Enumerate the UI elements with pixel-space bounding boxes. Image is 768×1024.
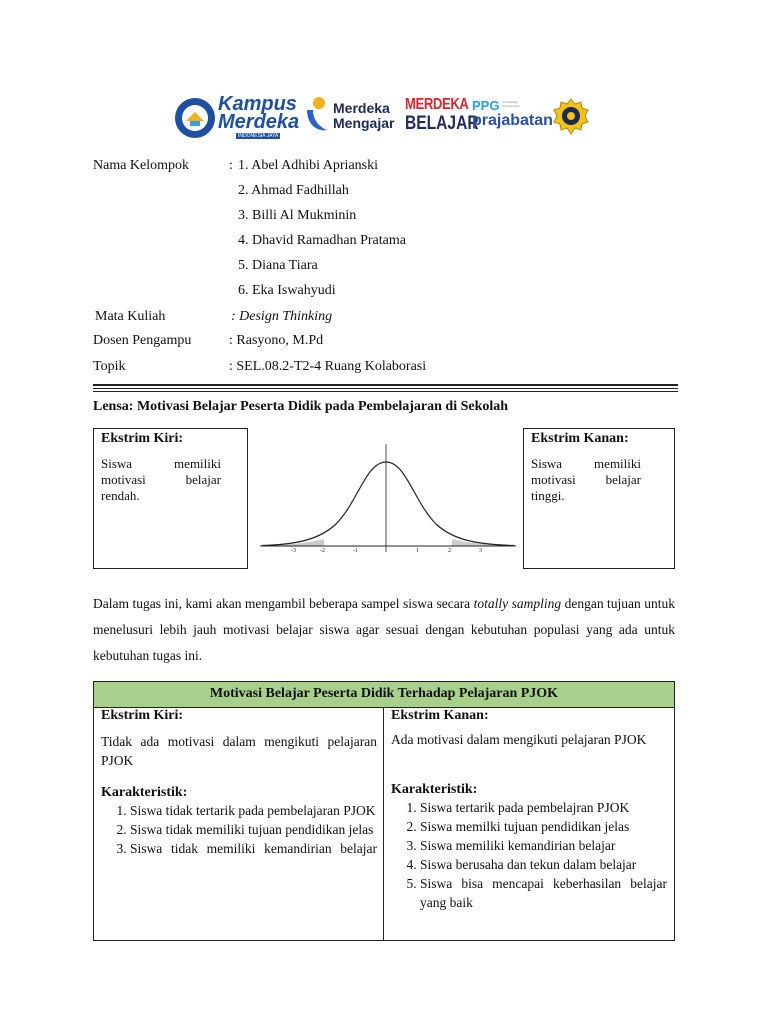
tick-neg3: -3 (291, 548, 296, 554)
dosen-label: Dosen Pengampu (93, 333, 192, 348)
tick-neg1: -1 (353, 548, 358, 554)
paragraph-before: Dalam tugas ini, kami akan mengambil beberapa sampel siswa secara (93, 596, 474, 611)
table-right-kar-label: Karakteristik: (391, 782, 478, 797)
merdeka-text: MERDEKA (405, 96, 469, 113)
extreme-right-text: Siswa memiliki motivasi belajar tinggi. (531, 456, 641, 503)
member-3: 3. Billi Al Mukminin (238, 208, 357, 223)
table-left-text: Tidak ada motivasi dalam mengikuti pelajaran PJOK (101, 734, 377, 768)
ppg-small-text: Pendidikan Profesi Guru (503, 100, 520, 108)
merdeka-mengajar-mark-icon (303, 96, 331, 136)
tick-neg2: -2 (320, 548, 325, 554)
list-item: 5. Siswa bisa mencapai keberhasilan belajar yang baik (420, 874, 667, 912)
tick-2: 2 (448, 548, 451, 554)
university-seal-icon (553, 98, 589, 136)
kelompok-label: Nama Kelompok (93, 158, 190, 173)
list-item: 1. Siswa tertarik pada pembelajran PJOK (420, 798, 667, 817)
ppg-text: PPG (472, 98, 500, 113)
kampus-merdeka-logo (174, 95, 300, 141)
extreme-left-title: Ekstrim Kiri: (101, 431, 184, 446)
list-item: 3. Siswa tidak memiliki kemandirian belajar (130, 839, 377, 858)
member-6: 6. Eka Iswahyudi (238, 283, 336, 298)
member-2: 2. Ahmad Fadhillah (238, 183, 349, 198)
prajabatan-text: prajabatan (472, 112, 553, 129)
topik-label: Topik (93, 359, 126, 374)
table-left-kar-label: Karakteristik: (101, 785, 188, 800)
extreme-right-title: Ekstrim Kanan: (531, 431, 629, 446)
list-item: 4. Siswa berusaha dan tekun dalam belajar (420, 855, 667, 874)
intro-paragraph (93, 591, 675, 669)
matkul-label: Mata Kuliah (95, 309, 166, 324)
table-right-text: Ada motivasi dalam mengikuti pelajaran PJOK (391, 732, 647, 747)
ppg-prajabatan-logo (472, 98, 552, 136)
motivation-table (93, 681, 675, 941)
table-right-title: Ekstrim Kanan: (391, 708, 489, 723)
member-5: 5. Diana Tiara (238, 258, 318, 273)
kampus-merdeka-emblem-icon (174, 97, 216, 139)
table-right-column (391, 708, 667, 912)
merdeka-mengajar-logo (303, 96, 403, 138)
belajar-text: BELAJAR (405, 113, 479, 134)
merdeka-belajar-logo (405, 96, 479, 138)
kampus-text: Kampus (218, 93, 297, 115)
tick-3: 3 (479, 548, 482, 554)
tagline-text: INDONESIA JAYA (238, 133, 279, 139)
tick-1: 1 (416, 548, 419, 554)
extreme-left-text: Siswa memiliki motivasi belajar rendah. (101, 456, 221, 503)
list-item: 3. Siswa memiliki kemandirian belajar (420, 836, 667, 855)
table-left-title: Ekstrim Kiri: (101, 708, 184, 723)
normal-curve (262, 462, 514, 546)
table-left-column (101, 708, 377, 858)
divider-bottom (93, 391, 678, 392)
column-divider (383, 707, 384, 940)
merdeka-text: Merdeka (218, 111, 300, 133)
table-left-list (101, 801, 377, 858)
divider-top (93, 384, 678, 386)
table-right-list (391, 798, 667, 912)
matkul-value: : Design Thinking (231, 309, 333, 324)
list-item: 1. Siswa tidak tertarik pada pembelajaran PJOK (130, 801, 377, 820)
mengajar-text: Mengajar (333, 115, 395, 131)
dosen-value: : Rasyono, M.Pd (229, 333, 324, 348)
table-header: Motivasi Belajar Peserta Didik Terhadap Pelajaran PJOK (94, 682, 674, 708)
kelompok-colon: : (229, 158, 233, 173)
extreme-right-box (523, 428, 675, 569)
bell-curve (258, 440, 518, 560)
paragraph-after: dengan tujuan untuk menelusuri lebih jauh motivasi belajar siswa agar sesuai dengan kebutuhan populasi yang ada untuk kebutuhan tugas ini. (93, 596, 675, 663)
merdeka-text: Merdeka (333, 100, 390, 116)
topik-value: : SEL.08.2-T2-4 Ruang Kolaborasi (229, 359, 427, 374)
member-1: 1. Abel Adhibi Aprianski (238, 158, 378, 173)
list-item: 2. Siswa tidak memiliki tujuan pendidikan jelas (130, 820, 377, 839)
extreme-left-box (93, 428, 248, 569)
divider-mid (93, 388, 678, 389)
list-item: 2. Siswa memilki tujuan pendidikan jelas (420, 817, 667, 836)
member-4: 4. Dhavid Ramadhan Pratama (238, 233, 406, 248)
paragraph-italic: totally sampling (473, 596, 562, 611)
lensa-title: Lensa: Motivasi Belajar Peserta Didik pada Pembelajaran di Sekolah (93, 399, 509, 414)
